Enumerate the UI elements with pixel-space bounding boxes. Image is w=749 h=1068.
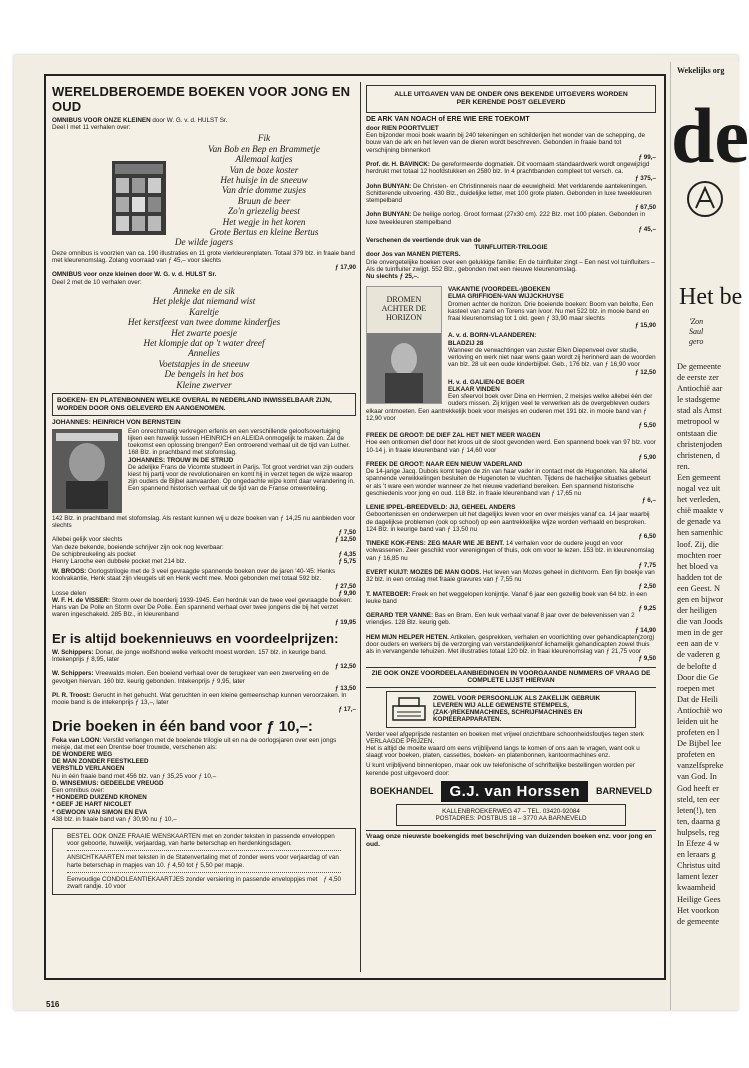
story-title: Anneke en de sik bbox=[173, 285, 235, 296]
left-column bbox=[52, 82, 356, 898]
strip-text-line: hen samenhic bbox=[677, 528, 723, 538]
evert-price: ƒ 2,50 bbox=[638, 583, 656, 591]
tineke-text: 14 verhalen voor de oudere jeugd en voor volwassenen. Zeer geschikt voor verenigingen of thuis, ook om voor te lezen. 153 blz. in kleurenomslag van ƒ 16,85 nu bbox=[366, 540, 655, 562]
strip-sub-line: 'Zon bbox=[689, 317, 704, 326]
tervanne-text: Bas en Bram. Een leuk verhaal vanaf 8 jaar over de belevenissen van 2 vriendjes. 128 Blz. keurig geb. bbox=[366, 612, 635, 627]
bernstein-text: Een onrechtmatig verkregen erfenis en een verschillende geloofsovertuiging lijken een huwelijk tussen HEINRICH en ALEIDA onmogelijk te maken. Zal de toekomst een oplossing brengen? Een ontroerend verhaal uit de tijd van Luther. 168 Blz. in prachtband met stofomslag. bbox=[128, 427, 350, 457]
story-title: Van drie domme zusjes bbox=[222, 185, 306, 196]
story-title: Grote Bertus en kleine Bertus bbox=[209, 227, 319, 238]
story-title: Het wegje in het koren bbox=[222, 216, 306, 227]
evert-text: Het leven van Mozes geheel in dichtvorm. Een fijn boekje van 32 blz. in een omslag met fraaie gravures van ƒ 7,55 nu bbox=[366, 568, 655, 584]
loon-text: Verstild verlangen met de boeiende trilogie uit en na de oorlogsjaren over een jongs meisje, dat met een Drentse boer trouwde, verschenen als: bbox=[52, 736, 337, 751]
bunyan2-text: De heilige oorlog. Groot formaat (27x30 cm). 222 Blz. met 100 platen. Gebonden in luxe tweekleuren stempelband bbox=[366, 211, 646, 226]
publishers-notice: ALLE UITGAVEN VAN DE ONDER ONS BEKENDE UITGEVERS WORDEN PER KERENDE POST GELEVERD bbox=[366, 85, 656, 113]
groot2-price: ƒ 6,– bbox=[641, 496, 656, 504]
strip-header: Wekelijks org bbox=[677, 66, 725, 75]
galien-title: ELKAAR VINDEN bbox=[448, 385, 500, 393]
mateboer-head: T. MATEBOER: bbox=[366, 590, 411, 598]
born-text: Wanneer de verwachtingen van zuster Ellen Diepenveel over studie, verloving en werk niet naar wens gaan wordt zij herinnerd aan de woorden van blz. 28 uit een oude kinderbijbel. Geb., 176 blz. van ƒ 16,90 voor bbox=[448, 346, 656, 369]
ark-price: ƒ 99,– bbox=[638, 153, 656, 161]
story-title: Het kerstfeest van twee domme kinderfjes bbox=[127, 317, 281, 328]
vakantie-price: ƒ 15,90 bbox=[634, 322, 656, 330]
ippel-heading: LENIE IPPEL-BREEDVELD: JIJ, GEHEEL ANDERS bbox=[366, 504, 516, 512]
bernstein-cover-image bbox=[52, 429, 122, 513]
strip-sub-line: Saul bbox=[689, 327, 704, 336]
dromen-cover-title: DROMEN ACHTER DE HORIZON bbox=[381, 295, 427, 323]
winsemius-note: 438 blz. in fraaie band van ƒ 30,90 nu ƒ 10,– bbox=[52, 815, 177, 823]
broos-price: ƒ 27,50 bbox=[334, 582, 356, 590]
trilogie-text: Drie onvergetelijke boeken over een gelukkige familie: En de tuinfluiter zingt – Een nest vol tuinfluiters – Als de tuinfluiter zwijgt. 552 Blz., gebonden met een nieuwe kleurenomslag. bbox=[366, 258, 655, 273]
strijd-text: De adelijke Frans de Vicomte studeert in Parijs. Tot groot verdriet van zijn ouders kiest hij partij voor de revolutionairen en komt hij in verzet tegen de wijze waarop zijn ouders de Bijbel aanvaarden. Op ongedachte wijze komt daar verandering in. Een spannend historisch verhaal uit de tijd van de Franse omwenteling. bbox=[128, 463, 355, 493]
loon-title: DE WONDERE WEG bbox=[52, 751, 113, 759]
ippel-price: ƒ 6,50 bbox=[638, 532, 656, 540]
strip-text-line: een aan de v bbox=[677, 639, 719, 649]
strip-text-line: van God. In bbox=[677, 772, 717, 782]
address-street: KALLENBROEKERWEG 47 – TEL. 03420-92084 bbox=[442, 807, 580, 815]
trilogie-intro: Verschenen de veertiende druk van de bbox=[366, 237, 481, 245]
strip-text-line: chië maakte v bbox=[677, 506, 724, 516]
strip-masthead: de bbox=[671, 92, 749, 179]
broos-head: W. BROOS: bbox=[52, 568, 87, 576]
typewriter-icon bbox=[391, 696, 427, 722]
strip-article-heading: Het be bbox=[679, 284, 743, 310]
troost-text: Gerucht in het gehucht. Wat geruchten in een kleine gemeenschap kunnen veroorzaken. In mooie band is de intekenprijs ƒ 13,–, later bbox=[52, 692, 347, 707]
tineke-head: TINEKE KOK-FENS: ZEG MAAR WIE JE BENT. bbox=[366, 540, 505, 548]
story-title: Zo'n griezelig beest bbox=[228, 206, 300, 217]
strip-text-line: de vaderen g bbox=[677, 650, 720, 660]
masthead-emblem-icon bbox=[685, 179, 725, 219]
restanten-text: Verder veel afgeprijsde restanten en boeken met vrijwel onzichtbare schoonheidsfoutjes tegen sterk VERLAAGDE PRIJZEN. bbox=[366, 730, 644, 745]
cards-condoleance: Eenvoudige CONDOLEANTIEKAARTJES zonder versiering in passende enveloppjes met zwart randje. 10 voor bbox=[67, 875, 318, 891]
mateboer-text: Freek en het weggelopen konijntje. Vanaf 6 jaar een gezellig boek van 64 blz. in een leuke band bbox=[366, 590, 647, 605]
dromen-cover-image bbox=[367, 333, 441, 403]
ark-heading: DE ARK VAN NOACH of ERE WIE ERE TOEKOMT bbox=[366, 116, 530, 123]
same-author-note: Van deze bekende, boeiende schrijver zijn ook nog leverbaar: bbox=[52, 543, 224, 551]
omnibus-price: ƒ 17,90 bbox=[334, 264, 356, 272]
strip-text-line: loof. Zij, die bbox=[677, 539, 719, 549]
omnibus1-head: OMNIBUS VOOR ONZE KLEINEN bbox=[52, 117, 151, 124]
story-title: Voetstapjes in de sneeuw bbox=[158, 358, 250, 369]
born-price: ƒ 12,50 bbox=[634, 368, 656, 376]
address-postal: POSTADRES: POSTBUS 18 – 3770 AA BARNEVELD bbox=[435, 815, 587, 823]
drie-boeken-heading: Drie boeken in één band voor ƒ 10,–: bbox=[52, 717, 313, 735]
strip-text-line: steld, ten eer bbox=[677, 794, 720, 804]
ad-title: WERELDBEROEMDE BOEKEN VOOR JONG EN OUD bbox=[52, 84, 351, 114]
story-title: De bengels in het bos bbox=[164, 369, 244, 380]
loon-head: Foka van LOON: bbox=[52, 736, 102, 744]
both-price: ƒ 12,50 bbox=[334, 536, 356, 544]
strip-text-line: De Bijbel lee bbox=[677, 739, 722, 749]
omnibus-note: Deze omnibus is voorzien van ca. 190 illustraties en 11 grote vierkleurenplaten. Totaal 379 blz. in fraaie band met kleurenomslag. Zolang voorraad van ƒ 45,– voor slechts bbox=[52, 249, 355, 265]
born-title: BLADZIJ 28 bbox=[448, 339, 484, 347]
boekennieuws-heading: Er is altijd boekennieuws en voordeelprijzen: bbox=[52, 630, 339, 646]
schippers1-price: ƒ 12,50 bbox=[334, 663, 356, 671]
strip-text-line: le stadsgeme bbox=[677, 395, 721, 405]
strip-text-line: vanzelfspreke bbox=[677, 761, 724, 771]
story-title: Bruun de beer bbox=[237, 195, 291, 206]
vakantie-author: ELMA GRIFFIOEN-VAN WIJJCKHUYSE bbox=[448, 293, 564, 301]
visser-text: Storm over de boerderij 1939-1945. Een herdruk van de twee veel gevraagde boeken: Hans van De Polle en Storm over De Polle. Een spannend verhaal over twee jongens die bij het verzet waren ingeschakeld. 285 Blz., in kleurenband bbox=[52, 596, 352, 619]
story-title: Het plekje dat niemand wist bbox=[152, 296, 256, 307]
strip-text-line: de belofte d bbox=[677, 661, 717, 671]
bavinck-head: Prof. dr. H. BAVINCK: bbox=[366, 161, 430, 169]
losse-label: Losse delen bbox=[52, 589, 86, 597]
schippers2-text: Vreewalds molen. Een boeiend verhaal over de terugkeer van een zwerveling en de gevolgen hiervan. 160 blz. keurig gebonden. Intekenprijs ƒ 9,95, later bbox=[52, 670, 329, 685]
story-title: Fik bbox=[257, 133, 271, 144]
bavinck-price: ƒ 375,– bbox=[634, 175, 656, 183]
henry-label: Henry Laroche een dubbele pocket met 214 blz. bbox=[52, 557, 187, 565]
strip-text-line: christenen, d bbox=[677, 450, 720, 460]
groot1-price: ƒ 5,90 bbox=[638, 453, 656, 461]
schippers2-head: W. Schippers: bbox=[52, 670, 94, 678]
troost-head: Pl. R. Troost: bbox=[52, 692, 91, 699]
strip-text-line: Antiochië aar bbox=[677, 384, 723, 394]
strip-text-line: De gemeente bbox=[677, 362, 721, 371]
strip-text-line: ten, daarna g bbox=[677, 816, 721, 826]
strijd-note: 142 Blz. in prachtband met stofomslag. Als restant kunnen wij u deze boeken van ƒ 14,25 nu aanbieden voor slechts bbox=[52, 514, 356, 529]
story-title: Kareltje bbox=[189, 306, 219, 317]
winsemius-head: D. WINSEMIUS: GEDEELDE VREUGD bbox=[52, 779, 164, 787]
voucher-notice: BOEKEN- EN PLATENBONNEN WELKE OVERAL IN NEDERLAND INWISSELBAAR ZIJN, WORDEN DOOR ONS GELEVERD EN AANGENOMEN. bbox=[52, 393, 356, 416]
strip-text-line: hulpsels, reg bbox=[677, 827, 720, 837]
broos-text: Oorlogstrilogie met de 3 veel gevraagde spannende boeken over de jaren '40-'45: Henks koolvakantie, Henk staat zijn vleugels uit en Henk vecht mee. Mooi gebonden met totaal 592 blz. bbox=[52, 568, 336, 583]
tervanne-price: ƒ 14,90 bbox=[634, 626, 656, 634]
strip-text-line: de genade va bbox=[677, 517, 721, 527]
omnibus1-by: door W. G. v. d. HULST Sr. bbox=[150, 117, 228, 124]
strip-text-line: kwaamheid bbox=[677, 883, 716, 893]
vakantie-text: Dromen achter de horizon. Drie boeiende boeken: Boom van belofte, Een kasteel van zand en Torens van ivoor. Nu met 522 blz. in mooie band en fraai kleurenomslag tot 1 okt. geen ƒ 33,90 maar slechts bbox=[448, 300, 654, 323]
story-title: Het klompje dat op 't water dreef bbox=[143, 337, 265, 348]
henry-price: ƒ 5,75 bbox=[338, 557, 356, 565]
strip-text-line: Het voorkon bbox=[677, 905, 720, 915]
winsemius-sub: Een omnibus over: bbox=[52, 787, 105, 795]
dromen-cover bbox=[366, 286, 442, 404]
tineke-price: ƒ 7,75 bbox=[638, 561, 656, 569]
office-supplies-text: ZOWEL VOOR PERSOONLIJK ALS ZAKELIJK GEBRUIK LEVEREN WIJ ALLE GEWENSTE STEMPELS, (ZAK-)REKENMACHINES, SCHRIJFMACHINES EN KOPIEERAPPARATEN. bbox=[433, 694, 601, 724]
bunyan2-price: ƒ 45,– bbox=[638, 225, 656, 233]
story-title: De wilde jagers bbox=[174, 237, 234, 248]
story-title: Het zwarte poesje bbox=[171, 327, 237, 338]
omnibus1-sub: Deel I met 11 verhalen over: bbox=[52, 124, 131, 132]
ark-text: Een bijzonder mooi boek waarin bij 240 tekeningen en schilderijen het wonder van de schepping, de bouw van de ark en het leven van de dieren wordt beschreven. Gebonden in fraaie band tot verschijning binnenkort bbox=[366, 132, 645, 154]
strip-text-line: mochten roer bbox=[677, 550, 722, 560]
strip-text-line: stad als Amst bbox=[677, 406, 722, 416]
omnibus-cover-image bbox=[112, 161, 166, 235]
strip-text-line: die van Joods bbox=[677, 617, 723, 627]
bunyan2-head: John BUNYAN: bbox=[366, 211, 412, 219]
loon-title: DE MAN ZONDER FEESTKLEED bbox=[52, 758, 149, 766]
schip-label: De schipbreukeling als pocket bbox=[52, 550, 136, 558]
visit-text: Het is altijd de moeite waard om eens vrijblijvend langs te komen of ons aan te vragen, want ook u slaagt voor boeken, platen, cassettes, boeken- en platenbonnen, kantoormachines enz. bbox=[366, 745, 640, 760]
strip-text-line: Christus uitd bbox=[677, 861, 721, 871]
schip-price: ƒ 4,35 bbox=[338, 550, 356, 558]
tervanne-head: GERARD TER VANNE: bbox=[366, 612, 434, 620]
strip-text-line: Een gemeent bbox=[677, 472, 721, 482]
column-divider bbox=[360, 82, 361, 972]
galien-text: Een sfeervol boek over Dina en Hermien, 2 meisjes welke allebei één der ouders missen. Zij krijgen veel te verwerken als de overgebleven ouders elkaar ontmoeten. Een aantrekkelijk boek voor meisjes en ouderen met 191 blz. in mooie band van ƒ 12,90 voor bbox=[366, 393, 653, 422]
strip-text-line: lament lezer bbox=[677, 872, 719, 882]
strip-article-text bbox=[671, 361, 739, 927]
groot2-text: De 14-jarige Jacq. Dubois komt tegen de zin van haar vader in contact met de Hugenoten. Na allerlei spannende verwikkelingen besluiten de Hugenoten te vluchten. Tijdens de hachelijke situaties gebeurt er als 't ware een wonder wanneer ze het nieuwe vaderland bereiken. Een spannend historische geschiedenis voor jong en oud. 118 Blz. in fraaie kleurenband van ƒ 17,65 nu bbox=[366, 468, 651, 497]
omnibus2-by: door W. G. v. d. HULST Sr. bbox=[136, 271, 217, 279]
cards-condoleance-price: ƒ 4,50 bbox=[323, 875, 341, 883]
galien-heading: H. v. d. GALIEN-DE BOER bbox=[448, 378, 525, 386]
strip-text-line: der heiligen bbox=[677, 606, 717, 616]
omnibus2-head: OMNIBUS voor onze kleinen bbox=[52, 271, 137, 279]
evert-head: EVERT KUIJT: MOZES DE MAN GODS. bbox=[366, 568, 482, 576]
story-list-1 bbox=[52, 133, 356, 247]
cards-box bbox=[52, 828, 356, 895]
story-title: Van de boze koster bbox=[229, 164, 299, 175]
bunyan1-text: De Christen- en Christinnereis naar de eeuwigheid. Met verklarende aantekeningen. Schitterende uitvoering. 430 Blz., duidelijke letter, met 100 grote platen. Gebonden in luxe tweekleuren stempelband bbox=[366, 182, 652, 205]
strip-text-line: het bloed va bbox=[677, 561, 718, 571]
bunyan1-price: ƒ 67,50 bbox=[634, 204, 656, 212]
shop-logo bbox=[366, 781, 656, 802]
page-number: 516 bbox=[46, 1000, 60, 1009]
loon-title: VERSTILD VERLANGEN bbox=[52, 765, 125, 773]
strip-text-line: nogal vez uit bbox=[677, 484, 721, 494]
born-heading: A. v. d. BORN-VLAANDEREN: bbox=[448, 332, 537, 340]
strip-text-line: en leraars g bbox=[677, 850, 716, 860]
strip-text-line: christenjoden bbox=[677, 439, 723, 449]
see-also-heading: ZIE OOK ONZE VOORDEELAANBIEDINGEN IN VOORGAANDE NUMMERS OF VRAAG DE COMPLETE LIJST HIERVAN bbox=[371, 669, 651, 685]
strip-text-line: metropool w bbox=[677, 417, 720, 427]
trilogie-author: door Jos van MANEN PIETERS. bbox=[366, 251, 461, 259]
strip-text-line: een Geest. N bbox=[677, 583, 721, 593]
schippers2-price: ƒ 13,50 bbox=[334, 684, 356, 692]
groot2-heading: FREEK DE GROOT: NAAR EEN NIEUW VADERLAND bbox=[366, 460, 523, 468]
strip-text-line: ontstaan die bbox=[677, 428, 718, 438]
helper-price: ƒ 9,50 bbox=[638, 655, 656, 663]
cards-ansicht: ANSICHTKAARTEN met teksten in de Statenvertaling met of zonder wens voor verjaardag of van harte beterschap in mapjes van 10. ƒ 4,50 tot ƒ 5,50 per mapje. bbox=[67, 854, 339, 869]
strip-text-line: leten(!), ten bbox=[677, 805, 717, 815]
strip-text-line: Dat de Heili bbox=[677, 694, 718, 704]
strip-text-line: Heilige Gees bbox=[677, 894, 721, 904]
story-title: Het huisje in de sneeuw bbox=[220, 175, 308, 186]
strijd-price: ƒ 7,50 bbox=[338, 529, 356, 537]
galien-price: ƒ 5,50 bbox=[638, 421, 656, 429]
story-title: Kleine zwerver bbox=[176, 379, 232, 390]
strip-text-line: het verleden, bbox=[677, 495, 721, 505]
strijd-heading: JOHANNES: TROUW IN DE STRIJD bbox=[128, 456, 234, 464]
visser-price: ƒ 19,95 bbox=[334, 618, 356, 626]
loon-note: Nu in één fraaie band met 456 blz. van ƒ 35,25 voor ƒ 10,– bbox=[52, 772, 217, 780]
strip-text-line: God heeft er bbox=[677, 783, 719, 793]
bavinck-text: De gereformeerde dogmatiek. Dit voornaam standaardwerk wordt ongewijzigd herdrukt met totaal 12 hoofdstukken en 2580 blz. In 4 prachtbanden compleet tot versch. ca. bbox=[366, 161, 650, 176]
helper-text: Artikelen, gesprekken, verhalen en voorlichting over gehandicapten(zorg) door ouders en werkers bij de verzorging van verstandelijken/of lichamelijk gehandicapten zowel thuis als in vervangende tehuizen. Met illustraties totaal 120 blz. in fraai kleurenomslag van ƒ 21,75 voor bbox=[366, 633, 655, 656]
strip-text-line: hadden tot de bbox=[677, 572, 723, 582]
strip-text-line: men in de ger bbox=[677, 628, 723, 638]
bunyan1-head: John BUNYAN: bbox=[366, 182, 412, 190]
winsemius-title: * GEWOON VAN SIMON EN EVA bbox=[52, 808, 148, 816]
address-box bbox=[396, 804, 626, 826]
groot1-text: Hoe een ontkomen dief door het kroos uit de sloot gevonden werd. Een spannend boek van 97 blz. voor 10-14 j. in fraaie kleurenband van ƒ 14,60 voor bbox=[366, 439, 656, 454]
strip-text-line: de gemeente bbox=[677, 916, 720, 926]
strip-text-line: Door die Ge bbox=[677, 672, 719, 682]
strip-text-line: Antiochië wo bbox=[677, 705, 723, 715]
troost-price: ƒ 17,– bbox=[338, 706, 356, 714]
both-label: Allebei gelijk voor slechts bbox=[52, 536, 123, 544]
story-title: Allemaal katjes bbox=[235, 154, 293, 165]
logo-right-text: BARNEVELD bbox=[596, 786, 653, 797]
footer-request: Vraag onze nieuwste boekengids met beschrijving van duizenden boeken enz. voor jong en oud. bbox=[366, 833, 653, 848]
strip-text-line: profeten en bbox=[677, 750, 715, 760]
strip-text-line: ren. bbox=[677, 461, 690, 471]
adjacent-page-strip bbox=[670, 62, 749, 1010]
trilogie-price: Nu slechts ƒ 25,–. bbox=[366, 273, 419, 281]
right-column bbox=[366, 82, 656, 848]
groot1-heading: FREEK DE GROOT: DE DIEF ZAL HET NIET MEER WAGEN bbox=[366, 432, 541, 440]
bookstore-advertisement bbox=[44, 74, 666, 980]
strip-text-line: leiden uit he bbox=[677, 717, 719, 726]
schippers1-head: W. Schippers: bbox=[52, 648, 94, 656]
schippers1-text: Donar, de jonge wolfshond welke verkocht moest worden. 157 blz. in keurige band. Intekenprijs ƒ 8,95, later bbox=[52, 648, 327, 663]
strip-sub-line: gero bbox=[689, 337, 704, 346]
omnibus2-sub: Deel 2 met de 10 verhalen over: bbox=[52, 278, 142, 286]
strip-text-line: In Efeze 4 w bbox=[677, 839, 720, 849]
visser-head: W. F. H. de VISSER: bbox=[52, 596, 111, 604]
order-text: U kunt vrijblijvend binnenlopen, maar ook uw telefonische of schriftelijke bestellingen worden per kerende post uitgevoerd door: bbox=[366, 762, 635, 777]
strip-text-line: de eerste zer bbox=[677, 373, 719, 383]
bernstein-heading: JOHANNES: HEINRICH VON BERNSTEIN bbox=[52, 419, 181, 427]
strip-text-line: roepen met bbox=[677, 683, 715, 693]
strip-text-line: gen en bijwor bbox=[677, 594, 724, 604]
losse-price: ƒ 9,90 bbox=[338, 589, 356, 597]
cards-wenskaarten: BESTEL OOK ONZE FRAAIE WENSKAARTEN met en zonder teksten in passende enveloppen voor geboorte, huwelijk, verjaardag, van harte beterschap en herdenkingsdagen. bbox=[67, 833, 335, 848]
trilogie-title: TUINFLUITER-TRILOGIE bbox=[474, 244, 548, 252]
ark-author: door RIEN POORTVLIET bbox=[366, 125, 439, 132]
story-title: Annelies bbox=[188, 348, 220, 359]
vakantie-heading: VAKANTIE (VOORDEEL-)BOEKEN bbox=[448, 286, 551, 294]
office-supplies-box bbox=[386, 691, 636, 728]
winsemius-title: * HONDERD DUIZEND KRONEN bbox=[52, 794, 147, 802]
helper-head: HEM MIJN HELPER HETEN. bbox=[366, 633, 449, 641]
logo-shop-name: G.J. van Horssen bbox=[441, 781, 588, 802]
logo-left-text: BOEKHANDEL bbox=[369, 786, 434, 797]
ippel-text: Geboortenissen en onderwerpen uit het dagelijks leven voor en over meisjes vanaf ca. 14 jaar waarbij de dagelijkse problemen (ook op school) op een aantrekkelijke wijze worden verhaald en besproken. 124 Blz. in keurige band van ƒ 13,50 nu bbox=[366, 511, 650, 533]
story-list-2 bbox=[52, 286, 356, 390]
strip-text-line: profeten en l bbox=[677, 728, 720, 738]
mateboer-price: ƒ 9,25 bbox=[638, 605, 656, 612]
story-title: Van Bob en Bep en Brammetje bbox=[207, 143, 320, 154]
winsemius-title: * GEEF JE HART NICOLET bbox=[52, 801, 132, 809]
